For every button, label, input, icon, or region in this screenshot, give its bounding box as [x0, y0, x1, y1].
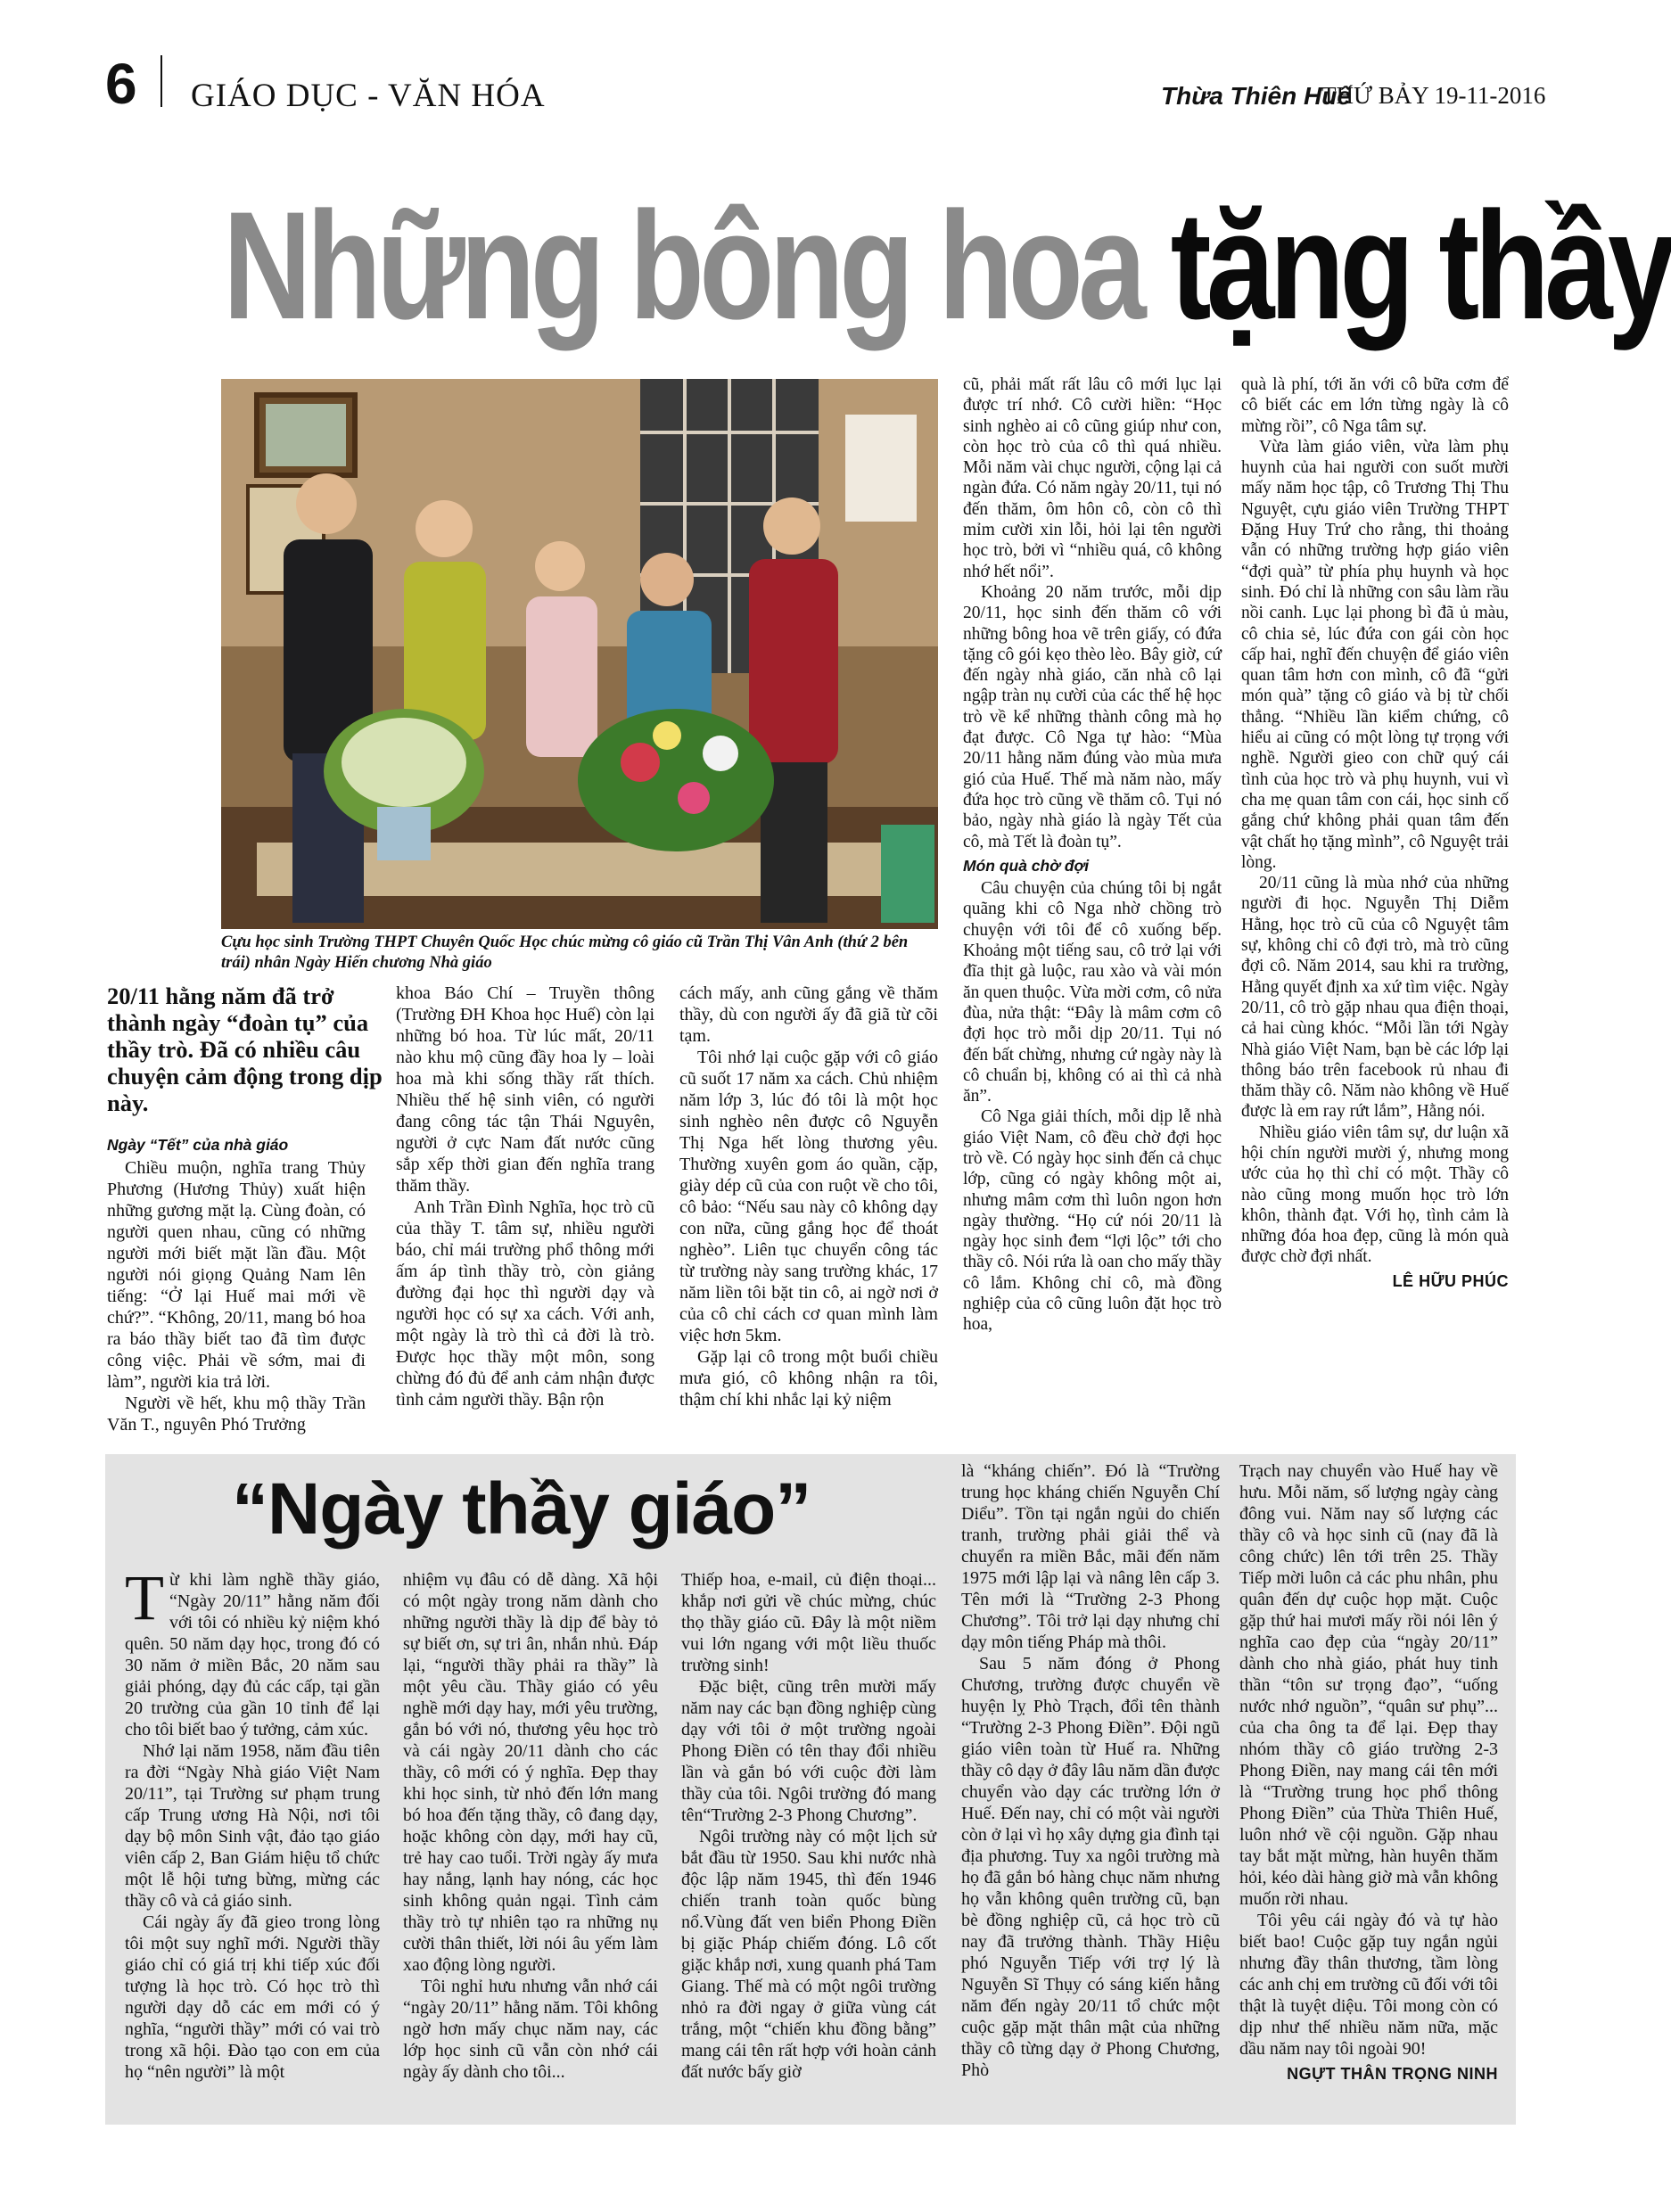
paragraph: Đặc biệt, cũng trên mười mấy năm nay các bạn đồng nghiệp cùng dạy với tôi ở một trường ngoài Phong Điền có tên thay đổi nhiều lần và gắn bó với cuộc đời làm thầy của tôi. Ngôi trường đó mang tên“Trường 2-3 Phong Chương”. [681, 1677, 936, 1825]
paragraph: Tôi yêu cái ngày đó và tự hào biết bao! Cuộc gặp tuy ngắn ngủi nhưng đầy thân thương, tầm lòng các anh chị em trường cũ đối với tôi thật là tuyệt diệu. Tôi mong còn có dịp như thế nhiều năm nữa, mặc dầu năm nay tôi ngoài 90! [1239, 1911, 1498, 2059]
headline-part-dark: tặng thầy [1170, 180, 1671, 351]
drop-cap: T [125, 1562, 164, 1633]
paragraph: Chiều muộn, nghĩa trang Thủy Phương (Hương Thủy) xuất hiện những gương mặt lạ. Cùng đoàn, có người quen nhau, cũng có những người mới biết mặt lần đầu. Một người nói giọng Quảng Nam lên tiếng: “Ở lại Huế mai mới về chứ?”. “Không, 20/11, mang bó hoa ra báo thầy biết tao đã tìm được công việc. Phải về sớm, mai đi làm”, người kia trả lời. [107, 1158, 366, 1392]
article2-column-1 [125, 1562, 380, 2083]
issue-date: THỨ BẢY 19-11-2016 [1321, 82, 1546, 109]
paragraph: cũ, phải mất rất lâu cô mới lục lại được trí nhớ. Cô cười hiền: “Học sinh nghèo ai cô cũng giúp như con, còn học trò của cô thì quá nhiều. Mỗi năm vài chục người, cộng lại cả ngàn đứa. Có năm ngày 20/11, tụi nó đến thăm, ôm hôn cô, còn cô thì mỉm cười xin lỗi, hỏi lại tên người học trò, bởi vì “nhiều quá, cô không nhớ hết nổi”. [963, 375, 1222, 581]
paragraph: Nhớ lại năm 1958, năm đầu tiên ra đời “Ngày Nhà giáo Việt Nam 20/11”, tại Trường sư phạm trung cấp Trung ương Hà Nội, nơi tôi dạy bộ môn Sinh vật, đảo tạo giáo viên cấp 2, Ban Giám hiệu tổ chức một lễ hội tưng bừng, mừng các thầy cô và cả giáo sinh. [125, 1741, 380, 1911]
paragraph: Câu chuyện của chúng tôi bị ngắt quãng khi cô Nga nhờ chồng trò chuyện với tôi để cô xuống bếp. Khoảng một tiếng sau, cô trở lại với đĩa thịt gà luộc, rau xào và vài món ăn quen thuộc. Vừa mời cơm, cô nửa đùa, nửa thật: “Đây là mâm cơm cô đợi học trò mỗi dịp 20/11. Tụi nó đến bất chừng, nhưng cứ ngày này là cô chuẩn bị, không có ai thì cả nhà ăn”. [963, 879, 1222, 1106]
article1-column-2 [396, 983, 654, 1410]
section-title: GIÁO DỤC - VĂN HÓA [191, 78, 546, 114]
paragraph: Vừa làm giáo viên, vừa làm phụ huynh của hai người con suốt mười mấy năm học tập, cô Trương Thị Thu Nguyệt, cựu giáo viên Trường THPT Đặng Huy Trứ cho rằng, thi thoảng vẫn có những trường hợp giáo viên “đợi quà” từ phía phụ huynh và học sinh. Đó chỉ là những con sâu làm rầu nồi canh. Lục lại phong bì đã ủ màu, cô chia sẻ, lúc đứa con gái còn học cấp hai, nghĩ đến chuyện để giáo viên quan tâm hơn con mình, cô đã “gửi món quà” tặng cô giáo và bị từ chối thẳng. “Nhiều lần kiểm chứng, cô hiểu ai cũng có một lòng tự trọng với nghề. Người gieo con chữ quý cái tình của học trò và phụ huynh, vui vì cha mẹ quan tâm con cái, học sinh cố gắng chứ không phải quan tâm đến vật chất họ tặng mình”, cô Nguyệt trải lòng. [1241, 437, 1509, 872]
article2-column-4 [961, 1460, 1220, 2081]
paragraph: là “kháng chiến”. Đó là “Trường trung học kháng chiến Nguyễn Chí Diểu”. Tồn tại ngắn ngủi do chiến tranh, trường phải giải thể và chuyển ra miền Bắc, mãi đến năm 1975 mới lập lại và nâng lên cấp 3. Tên mới là “Trường 2-3 Phong Chương”. Tôi trở lại dạy nhưng chỉ dạy môn tiếng Pháp mà thôi. [961, 1461, 1220, 1652]
paragraph-text: ừ khi làm nghề thầy giáo, “Ngày 20/11” hằng năm đối với tôi có nhiều kỷ niệm khó quên. 50 năm dạy học, trong đó có 30 năm ở miền Bắc, 20 năm sau giải phóng, dạy đủ các cấp, tại gần 20 trường của gần 10 tỉnh để lại cho tôi biết bao ý tưởng, cảm xúc. [125, 1570, 380, 1739]
paragraph: Tôi nhớ lại cuộc gặp với cô giáo cũ suốt 17 năm xa cách. Chủ nhiệm năm lớp 3, lúc đó tôi là một học sinh nghèo nên được cô Nguyễn Thị Nga hết lòng thương yêu. Thường xuyên gom áo quần, cặp, giày dép cũ của con ruột về cho tôi, cô bảo: “Nếu sau này cô không dạy con nữa, cũng gắng học để thoát nghèo”. Liên tục chuyển công tác từ trường này sang trường khác, 17 năm liền tôi bặt tin cô, ai ngờ nơi ở của cô chỉ cách cơ quan mình làm việc hơn 5km. [679, 1048, 938, 1345]
page-number: 6 [105, 52, 137, 116]
article1-column-4 [963, 374, 1222, 1336]
headline-part-grey: Những bông hoa [223, 180, 1171, 351]
paragraph: Gặp lại cô trong một buổi chiều mưa gió, cô không nhận ra tôi, thậm chí khi nhắc lại kỷ niệm [679, 1347, 938, 1410]
group-photo-illustration [221, 379, 938, 929]
masthead: Thừa Thiên Huế [1161, 82, 1351, 110]
article1-column-3 [679, 983, 938, 1410]
byline: NGỰT THÂN TRỌNG NINH [1287, 2065, 1498, 2083]
article2-column-5 [1239, 1460, 1498, 2085]
headline [223, 177, 1671, 364]
paragraph: Trạch nay chuyển vào Huế hay về hưu. Mỗi năm, số lượng ngày càng đông vui. Năm nay số lượng các thầy cô và học sinh cũ (nay đã là công chức) lên tới trên 25. Thầy Tiếp mời luôn cả các phu nhân, phu quân đến dự cuộc họp mặt. Cuộc gặp thứ hai mươi mấy rồi nói lên ý nghĩa cao đẹp của “ngày 20/11” dành cho nhà giáo, phát huy tinh thần “tôn sư trọng đạo”, “uống nước nhớ nguồn”, “quân sư phụ”... của cha ông ta để lại. Đẹp thay nhóm thầy cô giáo trường 2-3 Phong Điền, nay mang cái tên mới là “Trường trung học phổ thông Phong Điền” của Thừa Thiên Huế, luôn nhớ về cội nguồn. Gặp nhau tay bắt mặt mừng, hàn huyên thăm hỏi, kéo dài hàng giờ mà vẫn không muốn rời nhau. [1239, 1461, 1498, 1909]
paragraph [125, 1562, 380, 1740]
photo-caption: Cựu học sinh Trường THPT Chuyên Quốc Học chúc mừng cô giáo cũ Trần Thị Vân Anh (thứ 2 bên trái) nhân Ngày Hiến chương Nhà giáo [221, 933, 909, 972]
paragraph: Khoảng 20 năm trước, mỗi dịp 20/11, học sinh đến thăm cô với những bông hoa vẽ trên giấy, có đứa tặng cô gói kẹo thèo lèo. Bây giờ, cứ đến ngày nhà giáo, căn nhà cô lại ngập tràn nụ cười của các thế hệ học trò về kể những thành công mà họ đạt được. Cô Nga tự hào: “Mùa 20/11 hằng năm đúng vào mùa mưa gió của Huế. Thế mà năm nào, mấy đứa học trò cũng về thăm cô. Tụi nó bảo, ngày nhà giáo là ngày Tết của cô, mà Tết là đoàn tụ”. [963, 582, 1222, 851]
paragraph: 20/11 cũng là mùa nhớ của những người đi học. Nguyễn Thị Diễm Hằng, học trò cũ của cô Nguyệt tâm sự, không chỉ cô đợi trò, mà trò cũng đợi cô. Năm 2014, sau khi ra trường, Hằng quyết định xa xứ tìm việc. Ngày 20/11, cô trò gặp nhau qua điện thoại, cả hai cùng khóc. “Mỗi lần tới Ngày Nhà giáo Việt Nam, bạn bè các lớp lại thông báo trên facebook rủ nhau đi thăm thầy cô. Năm nào không về Huế được là em ray rứt lắm”, Hằng nói. [1241, 874, 1509, 1122]
article2-column-3 [681, 1569, 936, 2083]
paragraph: quà là phí, tới ăn với cô bữa cơm để cô biết các em lớn từng ngày là cô mừng rồi”, cô Nga tâm sự. [1241, 375, 1509, 436]
paragraph: nhiệm vụ đâu có dễ dàng. Xã hội có một ngày trong năm dành cho những người thầy là dịp để bày tỏ sự biết ơn, sự tri ân, nhắn nhủ. Đáp lại, “người thầy phải ra thầy” là một yêu cầu. Thầy giáo có yêu nghề mới dạy hay, mới yêu trường, gắn bó với nó, thương yêu học trò và cái ngày 20/11 dành cho các thầy, cô mới có ý nghĩa. Đẹp thay khi học sinh, từ nhỏ đến lớn mang bó hoa đến tặng thầy, cô đang dạy, hoặc không còn dạy, mới hay cũ, trẻ hay cao tuổi. Trời ngày ấy mưa hay nắng, lạnh hay nóng, các học sinh không quản ngại. Tình cảm thầy trò tự nhiên tạo ra những nụ cười thân thiết, lời nói âu yếm làm xao động lòng người. [403, 1570, 658, 1975]
article-lead: 20/11 hằng năm đã trở thành ngày “đoàn tụ” của thầy trò. Đã có nhiều câu chuyện cảm động trong dịp này. [107, 983, 383, 1116]
boxed-article-title: “Ngày thầy giáo” [232, 1468, 811, 1550]
subheading: Món quà chờ đợi [963, 856, 1090, 875]
header-divider [161, 55, 162, 107]
paragraph: Sau 5 năm đóng ở Phong Chương, trường được chuyển về huyện lỵ Phò Trạch, đổi tên thành “Trường 2-3 Phong Điền”. Đội ngũ giáo viên toàn từ Huế ra. Những thầy cô dạy ở đây lâu năm dần được chuyển vào dạy các trường lớn ở Huế. Đến nay, chỉ có một vài người còn ở lại vì họ xây dựng gia đình tại địa phương. Tuy xa ngôi trường mà họ đã gắn bó hàng chục năm nhưng họ vẫn không quên trường cũ, bạn bè đồng nghiệp cũ, cả học trò cũ nay đã trưởng thành. Thầy Hiệu phó Nguyễn Tiếp với trợ lý là Nguyễn Sĩ Thụy có sáng kiến hằng năm đến ngày 20/11 tổ chức một cuộc gặp mặt thân mật của những thầy cô từng dạy ở Phong Chương, Phò [961, 1654, 1220, 2080]
byline: LÊ HỮU PHÚC [1392, 1271, 1509, 1290]
paragraph: Cô Nga giải thích, mỗi dịp lễ nhà giáo Việt Nam, cô đều chờ đợi học trò về. Có ngày học sinh đến cả chục lớp, cũng có ngày không một ai, nhưng mâm cơm thì luôn ngon hơn ngày thường. “Họ cứ nói 20/11 là ngày học sinh đem “lợi lộc” tới cho thầy cô. Nói rứa là oan cho mấy thầy cô lắm. Không chỉ cô, mà đồng nghiệp của cô cũng luôn đặt học trò hoa, [963, 1107, 1222, 1335]
article1-column-5 [1241, 374, 1509, 1292]
paragraph: Cái ngày ấy đã gieo trong lòng tôi một suy nghĩ mới. Người thầy giáo chỉ có giá trị khi tiếp xúc đối tượng là học trò. Có học trò thì người dạy dỗ các em mới có ý nghĩa, “người thầy” mới có vai trò trong xã hội. Đào tạo con em của họ “nên người” là một [125, 1912, 380, 2082]
paragraph: Thiếp hoa, e-mail, củ điện thoại... khắp nơi gửi về chúc mừng, chúc thọ thầy giáo cũ. Đây là một niềm vui lớn ngang với một liều thuốc trường sinh! [681, 1570, 936, 1675]
paragraph: Tôi nghỉ hưu nhưng vẫn nhớ cái “ngày 20/11” hằng năm. Tôi không ngờ hơn mấy chục năm nay, các lớp học sinh cũ vẫn còn nhớ cái ngày ấy dành cho tôi... [403, 1977, 658, 2082]
paragraph: Anh Trần Đình Nghĩa, học trò cũ của thầy T. tâm sự, nhiều người báo, chỉ mái trường phổ thông mới ấm áp tình thầy trò, còn giảng đường đại học thì người dạy và người học có sự xa cách. Với anh, một ngày là trò thì cả đời là trò. Được học thầy một môn, song chừng đó đủ để anh cảm nhận được tình cảm người thầy. Bận rộn [396, 1197, 654, 1410]
paragraph: Người về hết, khu mộ thầy Trần Văn T., nguyên Phó Trưởng [107, 1394, 366, 1435]
paragraph: khoa Báo Chí – Truyền thông (Trường ĐH Khoa học Huế) còn lại những bó hoa. Từ lúc mất, 20/11 nào khu mộ cũng đầy hoa ly – loài hoa mà khi sống thầy rất thích. Nhiều thế hệ sinh viên, có người đang công tác tận Thái Nguyên, người ở cực Nam đất nước cũng sắp xếp thời gian đến nghĩa trang thăm thầy. [396, 983, 654, 1196]
article-photo [221, 379, 938, 929]
paragraph: Nhiều giáo viên tâm sự, dư luận xã hội chín người mười ý, nhưng mong ước của họ thì chỉ có một. Thầy cô nào cũng mong muốn học trò lớn khôn, thành đạt. Với họ, tình cảm là những đóa hoa đẹp, cũng là món quà được chờ đợi nhất. [1241, 1122, 1509, 1267]
paragraph: cách mấy, anh cũng gắng về thăm thầy, dù con người ấy đã giã từ cõi tạm. [679, 983, 938, 1046]
paragraph: Ngôi trường này có một lịch sử bắt đầu từ 1950. Sau khi nước nhà độc lập năm 1945, thì đến 1946 chiến tranh toàn quốc bùng nổ.Vùng đất ven biển Phong Điền bị giặc Pháp chiếm đóng. Lô cốt giặc khắp nơi, xung quanh phá Tam Giang. Thế mà có một ngôi trường nhỏ ra đời ngay ở giữa vùng cát trắng, một “chiến khu đồng bằng” mang cái tên rất hợp với hoàn cảnh đất nước bấy giờ [681, 1827, 936, 2082]
subheading: Ngày “Tết” của nhà giáo [107, 1136, 289, 1154]
article2-column-2 [403, 1569, 658, 2083]
article1-column-1 [107, 1131, 366, 1435]
